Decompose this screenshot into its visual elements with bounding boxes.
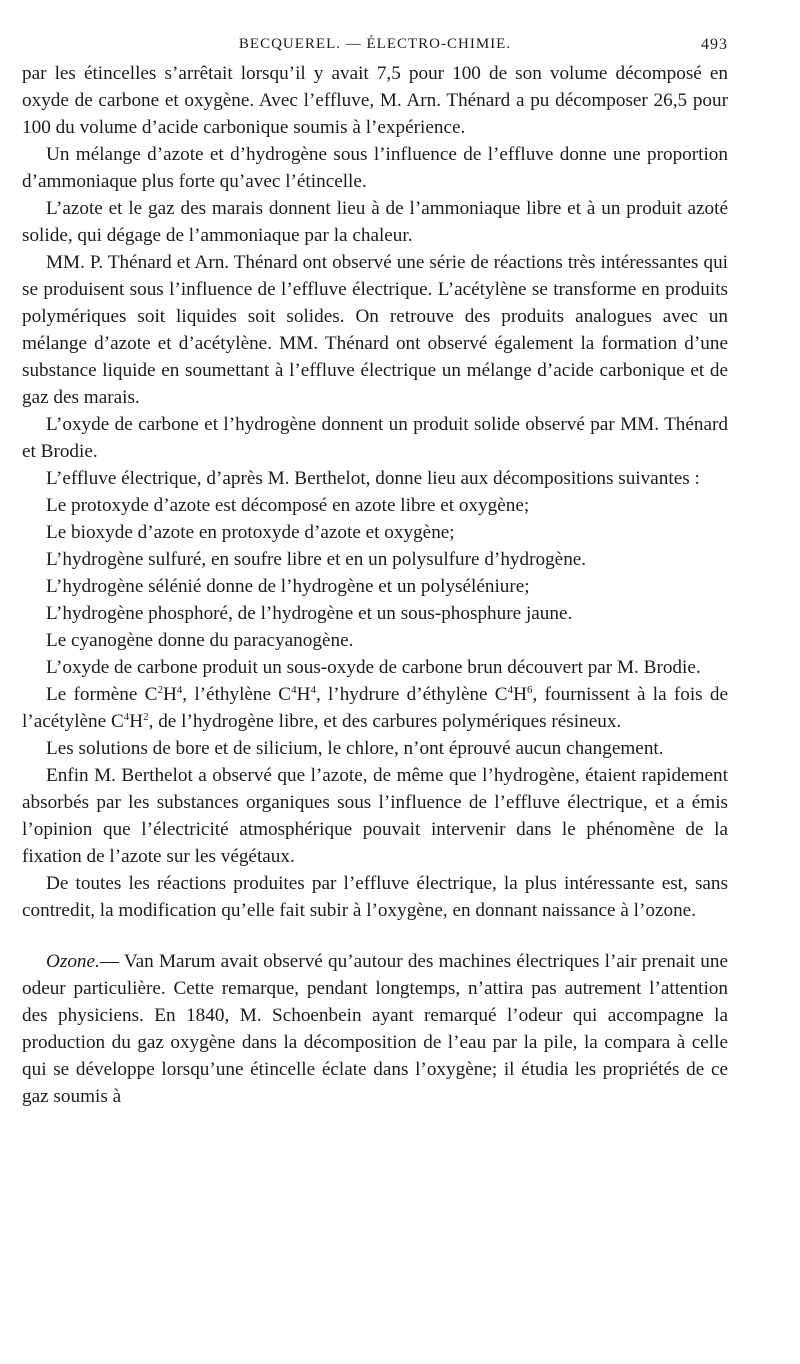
decomposition-item: Le bioxyde d’azote en protoxyde d’azote et oxygène;: [46, 522, 455, 543]
text-run: H: [513, 684, 527, 705]
text-run: H: [296, 684, 311, 705]
formula-subscript: 4: [176, 684, 183, 696]
page-number: 493: [701, 36, 728, 53]
text-run: , fournissent à la fois de l’acétylène C: [22, 684, 728, 732]
formula-subscript: 4: [291, 684, 297, 696]
paragraph: L’effluve électrique, d’après M. Berthelot, donne lieu aux décompositions suivantes :: [46, 468, 700, 489]
paragraph: Les solutions de bore et de silicium, le chlore, n’ont éprouvé aucun changement.: [46, 738, 664, 759]
text-run: , de l’hydrogène libre, et des carbures polymériques résineux.: [148, 711, 622, 732]
decomposition-item: L’hydrogène sulfuré, en soufre libre et en un polysulfure d’hydrogène.: [46, 549, 587, 570]
running-title: BECQUEREL. — ÉLECTRO-CHIMIE.: [238, 36, 512, 52]
paragraph: L’oxyde de carbone produit un sous-oxyde de carbone brun découvert par M. Brodie.: [46, 657, 701, 678]
decomposition-item: L’hydrogène sélénié donne de l’hydrogène et un polyséléniure;: [46, 576, 530, 597]
paragraph: Enfin M. Berthelot a observé que l’azote, de même que l’hydrogène, étaient rapidement absorbés par les substances organiques sous l’influence de l’effluve électrique, et a émis l’opinion que l’électricité atmosphérique pouvait intervenir dans le phénomène de la fixation de l’azote sur les végétaux.: [22, 765, 728, 867]
text-run: Le formène C: [46, 684, 158, 705]
text-run: H: [129, 711, 144, 732]
text-run: , l’hydrure d’éthylène C: [315, 684, 508, 705]
page-header: [22, 28, 728, 60]
formula-subscript: 4: [310, 684, 316, 696]
body-text: [22, 60, 728, 1110]
formula-subscript: 2: [143, 711, 149, 723]
paragraph: MM. P. Thénard et Arn. Thénard ont observé une série de réactions très intéressantes qui se produisent sous l’influence de l’effluve électrique. L’acétylène se transforme en produits polymériques soit liquides soit solides. On retrouve des produits analogues avec un mélange d’azote et d’acétylène. MM. Thénard ont observé également la formation d’une substance liquide en soumettant à l’effluve électrique un mélange d’acide carbonique et de gaz des marais.: [22, 252, 728, 408]
text-run: , l’éthylène C: [182, 684, 292, 705]
paragraph: par les étincelles s’arrêtait lorsqu’il y avait 7,5 pour 100 de son volume décomposé en oxyde de carbone et oxygène. Avec l’effluve, M. Arn. Thénard a pu décomposer 26,5 pour 100 du volume d’acide carbonique soumis à l’expérience.: [22, 63, 728, 138]
formula-subscript: 2: [157, 684, 163, 696]
text-run: H: [162, 684, 177, 705]
formula-subscript: 6: [526, 684, 533, 696]
paragraph: Un mélange d’azote et d’hydrogène sous l’influence de l’effluve donne une proportion d’ammoniaque plus forte qu’avec l’étincelle.: [22, 144, 728, 192]
decomposition-item: Le cyanogène donne du paracyanogène.: [46, 630, 354, 651]
book-page: [22, 28, 728, 1110]
paragraph: L’oxyde de carbone et l’hydrogène donnent un produit solide observé par MM. Thénard et Brodie.: [22, 414, 728, 462]
decomposition-item: Le protoxyde d’azote est décomposé en azote libre et oxygène;: [46, 495, 530, 516]
paragraph-formulas: [22, 681, 728, 735]
decomposition-item: L’hydrogène phosphoré, de l’hydrogène et un sous-phosphure jaune.: [46, 603, 573, 624]
section-title-ozone: Ozone.: [46, 951, 100, 972]
text-run: — Van Marum avait observé qu’autour des machines électriques l’air prenait une odeur particulière. Cette remarque, pendant longtemps, n’attira pas autrement l’attention des physiciens. En 1840, M. Schoenbein ayant remarqué l’odeur qui accompagne la production du gaz oxygène dans la décomposition de l’eau par la pile, la compara à celle qui se développe lorsqu’une étincelle éclate dans l’oxygène; il étudia les propriétés de ce gaz soumis à: [22, 951, 728, 1107]
ozone-paragraph: [22, 948, 728, 1110]
paragraph: De toutes les réactions produites par l’effluve électrique, la plus intéressante est, sans contredit, la modification qu’elle fait subir à l’oxygène, en donnant naissance à l’ozone.: [22, 873, 728, 921]
paragraph: L’azote et le gaz des marais donnent lieu à de l’ammoniaque libre et à un produit azoté solide, qui dégage de l’ammoniaque par la chaleur.: [22, 198, 728, 246]
formula-subscript: 4: [123, 711, 130, 723]
formula-subscript: 4: [507, 684, 514, 696]
